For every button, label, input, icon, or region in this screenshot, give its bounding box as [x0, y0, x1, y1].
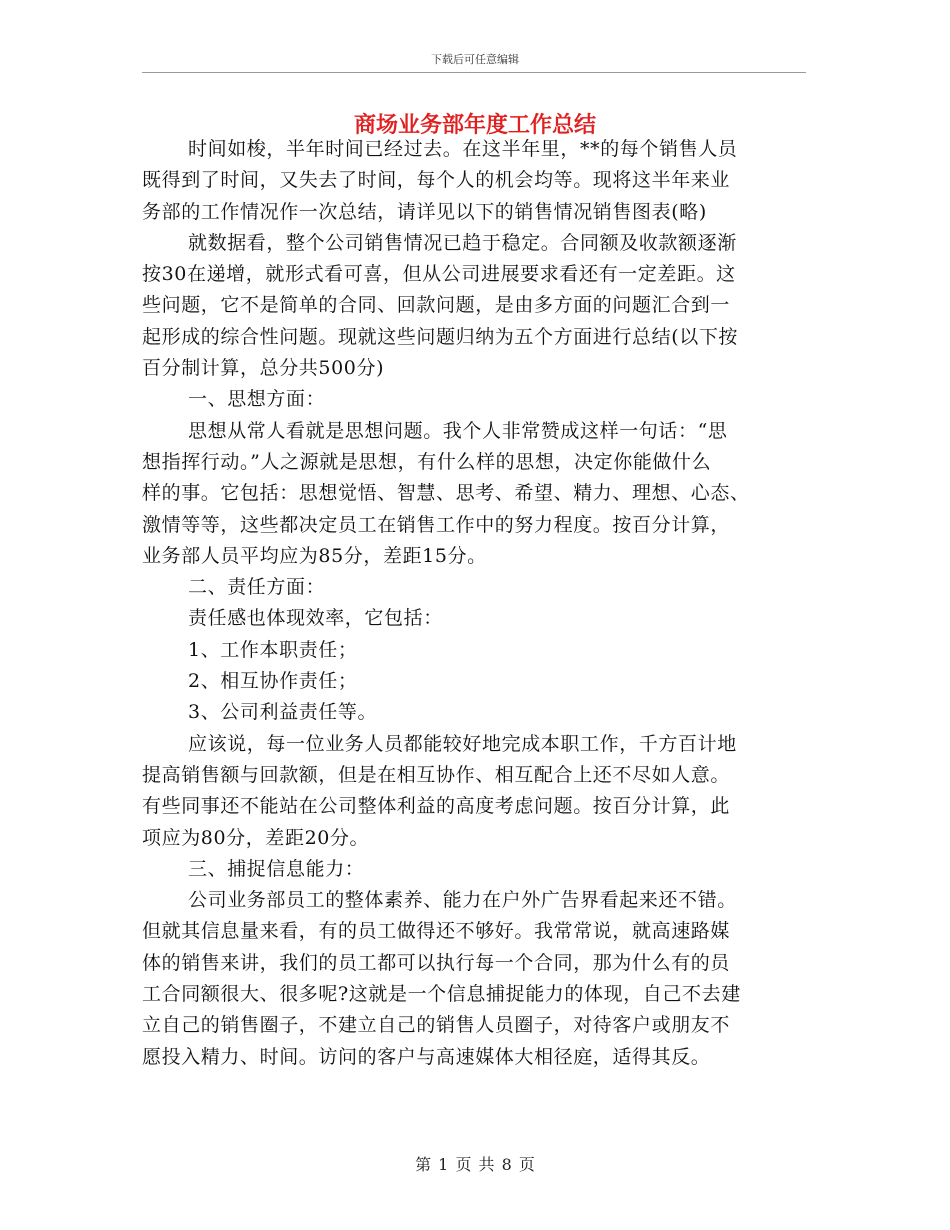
- body-text-line: 2、相互协作责任；: [188, 670, 358, 693]
- body-text-line: 想指挥行动。”人之源就是思想，有什么样的思想，决定你能做什么: [142, 450, 712, 473]
- body-text-line: 应该说，每一位业务人员都能较好地完成本职工作，千方百计地: [188, 732, 737, 755]
- page-header: 下载后可任意编辑: [431, 53, 519, 66]
- body-text-line: 既得到了时间，又失去了时间，每个人的机会均等。现将这半年来业: [142, 169, 731, 192]
- body-text-line: 工合同额很大、很多呢?这就是一个信息捕捉能力的体现，自己不去建: [142, 983, 741, 1006]
- body-text-line: 体的销售来讲，我们的员工都可以执行每一个合同，那为什么有的员: [142, 951, 731, 974]
- body-text-line: 按30在递增，就形式看可喜，但从公司进展要求看还有一定差距。这: [142, 263, 736, 286]
- body-text-line: 时间如梭，半年时间已经过去。在这半年里，**的每个销售人员: [188, 138, 738, 160]
- body-text-line: 3、公司利益责任等。: [188, 701, 378, 724]
- body-text-line: 些问题，它不是简单的合同、回款问题，是由多方面的问题汇合到一: [142, 294, 731, 317]
- body-text-line: 公司业务部员工的整体素养、能力在户外广告界看起来还不错。: [188, 889, 737, 912]
- document-body: [142, 134, 806, 1073]
- body-text-line: 百分制计算，总分共500分): [142, 357, 385, 380]
- body-text-line: 三、捕捉信息能力：: [188, 857, 365, 880]
- body-text-line: 提高销售额与回款额，但是在相互协作、相互配合上还不尽如人意。: [142, 763, 731, 786]
- body-text-line: 业务部人员平均应为85分，差距15分。: [142, 544, 487, 567]
- body-text-line: 起形成的综合性问题。现就这些问题归纳为五个方面进行总结(以下按: [142, 325, 739, 348]
- body-text-line: 思想从常人看就是思想问题。我个人非常赞成这样一句话：“思: [188, 419, 728, 442]
- body-text-line: 就数据看，整个公司销售情况已趋于稳定。合同额及收款额逐渐: [188, 231, 737, 254]
- body-text-line: 责任感也体现效率，它包括：: [188, 607, 443, 630]
- body-text-line: 立自己的销售圈子，不建立自己的销售人员圈子，对待客户或朋友不: [142, 1014, 731, 1037]
- document-title: 商场业务部年度工作总结: [353, 113, 596, 138]
- body-text-line: 务部的工作情况作一次总结，请详见以下的销售情况销售图表(略): [142, 200, 707, 223]
- page-number-footer: 第 1 页 共 8 页: [415, 1155, 535, 1174]
- body-text-line: 激情等等，这些都决定员工在销售工作中的努力程度。按百分计算，: [142, 513, 731, 536]
- body-text-line: 样的事。它包括：思想觉悟、智慧、思考、希望、精力、理想、心态、: [142, 482, 750, 505]
- body-text-line: 项应为80分，差距20分。: [142, 826, 370, 849]
- body-text-line: 二、责任方面：: [188, 576, 326, 599]
- body-text-line: 1、工作本职责任；: [188, 638, 358, 661]
- body-text-line: 有些同事还不能站在公司整体利益的高度考虑问题。按百分计算，此: [142, 795, 731, 818]
- header-divider: [142, 72, 806, 73]
- body-text-line: 但就其信息量来看，有的员工做得还不够好。我常常说，就高速路媒: [142, 920, 731, 943]
- body-text-line: 愿投入精力、时间。访问的客户与高速媒体大相径庭，适得其反。: [142, 1045, 711, 1068]
- body-text-line: 一、思想方面：: [188, 388, 326, 411]
